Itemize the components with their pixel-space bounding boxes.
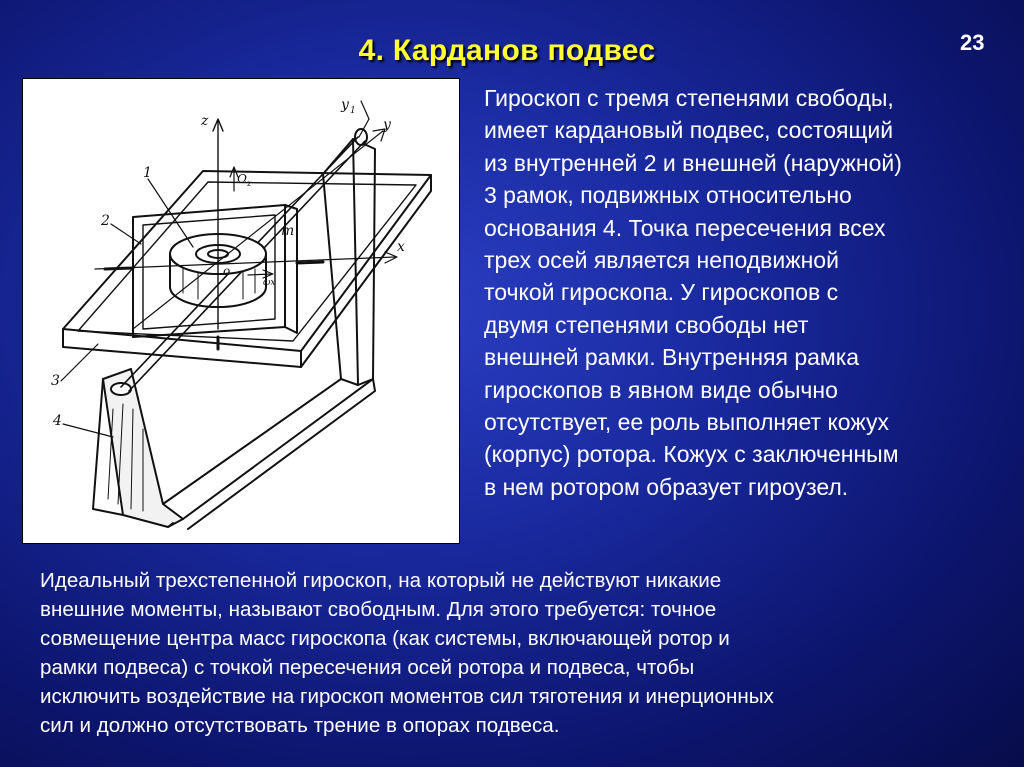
label-part-4: 4	[53, 413, 62, 429]
gimbal-figure	[22, 78, 460, 544]
label-omega-z-sub: z	[247, 179, 252, 188]
axes	[95, 101, 397, 349]
label-omega-z: Ω	[237, 172, 247, 186]
description-text: Гироскоп с тремя степенями свободы, имеет кардановый подвес, состоящий из внутренней 2 и внешней (наружной) 3 рамок, подвижных относительно основания 4. Точка пересечения всех трех осей является неподвижной точкой гироскопа. У гироскопов с двумя степенями свободы нет внешней рамки. Внутренняя рамка гироскопов в явном виде обычно отсутствует, ее роль выполняет кожух (корпус) ротора. Кожух с заключенным в нем ротором образует гироузел.	[484, 85, 902, 500]
label-y1-sub: 1	[350, 106, 356, 116]
gimbal-drawing	[23, 79, 459, 543]
bottom-text: Идеальный трехстепенной гироскоп, на который не действуют никакие внешние моменты, называют свободным. Для этого требуется: точное совмещение центра масс гироскопа (как системы, включающей ротор и рамки подвеса) с точкой пересечения осей ротора и подвеса, чтобы исключить воздействие на гироскоп моментов сил тяготения и инерционных сил и должно отсутствовать трение в опорах подвеса.	[40, 569, 774, 737]
label-o: o	[223, 264, 231, 278]
label-z: z	[201, 113, 209, 129]
label-part-3: 3	[51, 373, 60, 389]
label-y: y	[383, 117, 391, 133]
label-y1: y	[341, 97, 349, 113]
label-omega-x: ωx	[263, 278, 276, 288]
slide-number: 23	[960, 30, 985, 55]
label-m: m	[281, 223, 295, 239]
slide-title: 4. Карданов подвес	[358, 34, 656, 67]
label-x: x	[397, 239, 405, 255]
label-part-2: 2	[101, 213, 110, 229]
label-part-1: 1	[143, 165, 152, 181]
